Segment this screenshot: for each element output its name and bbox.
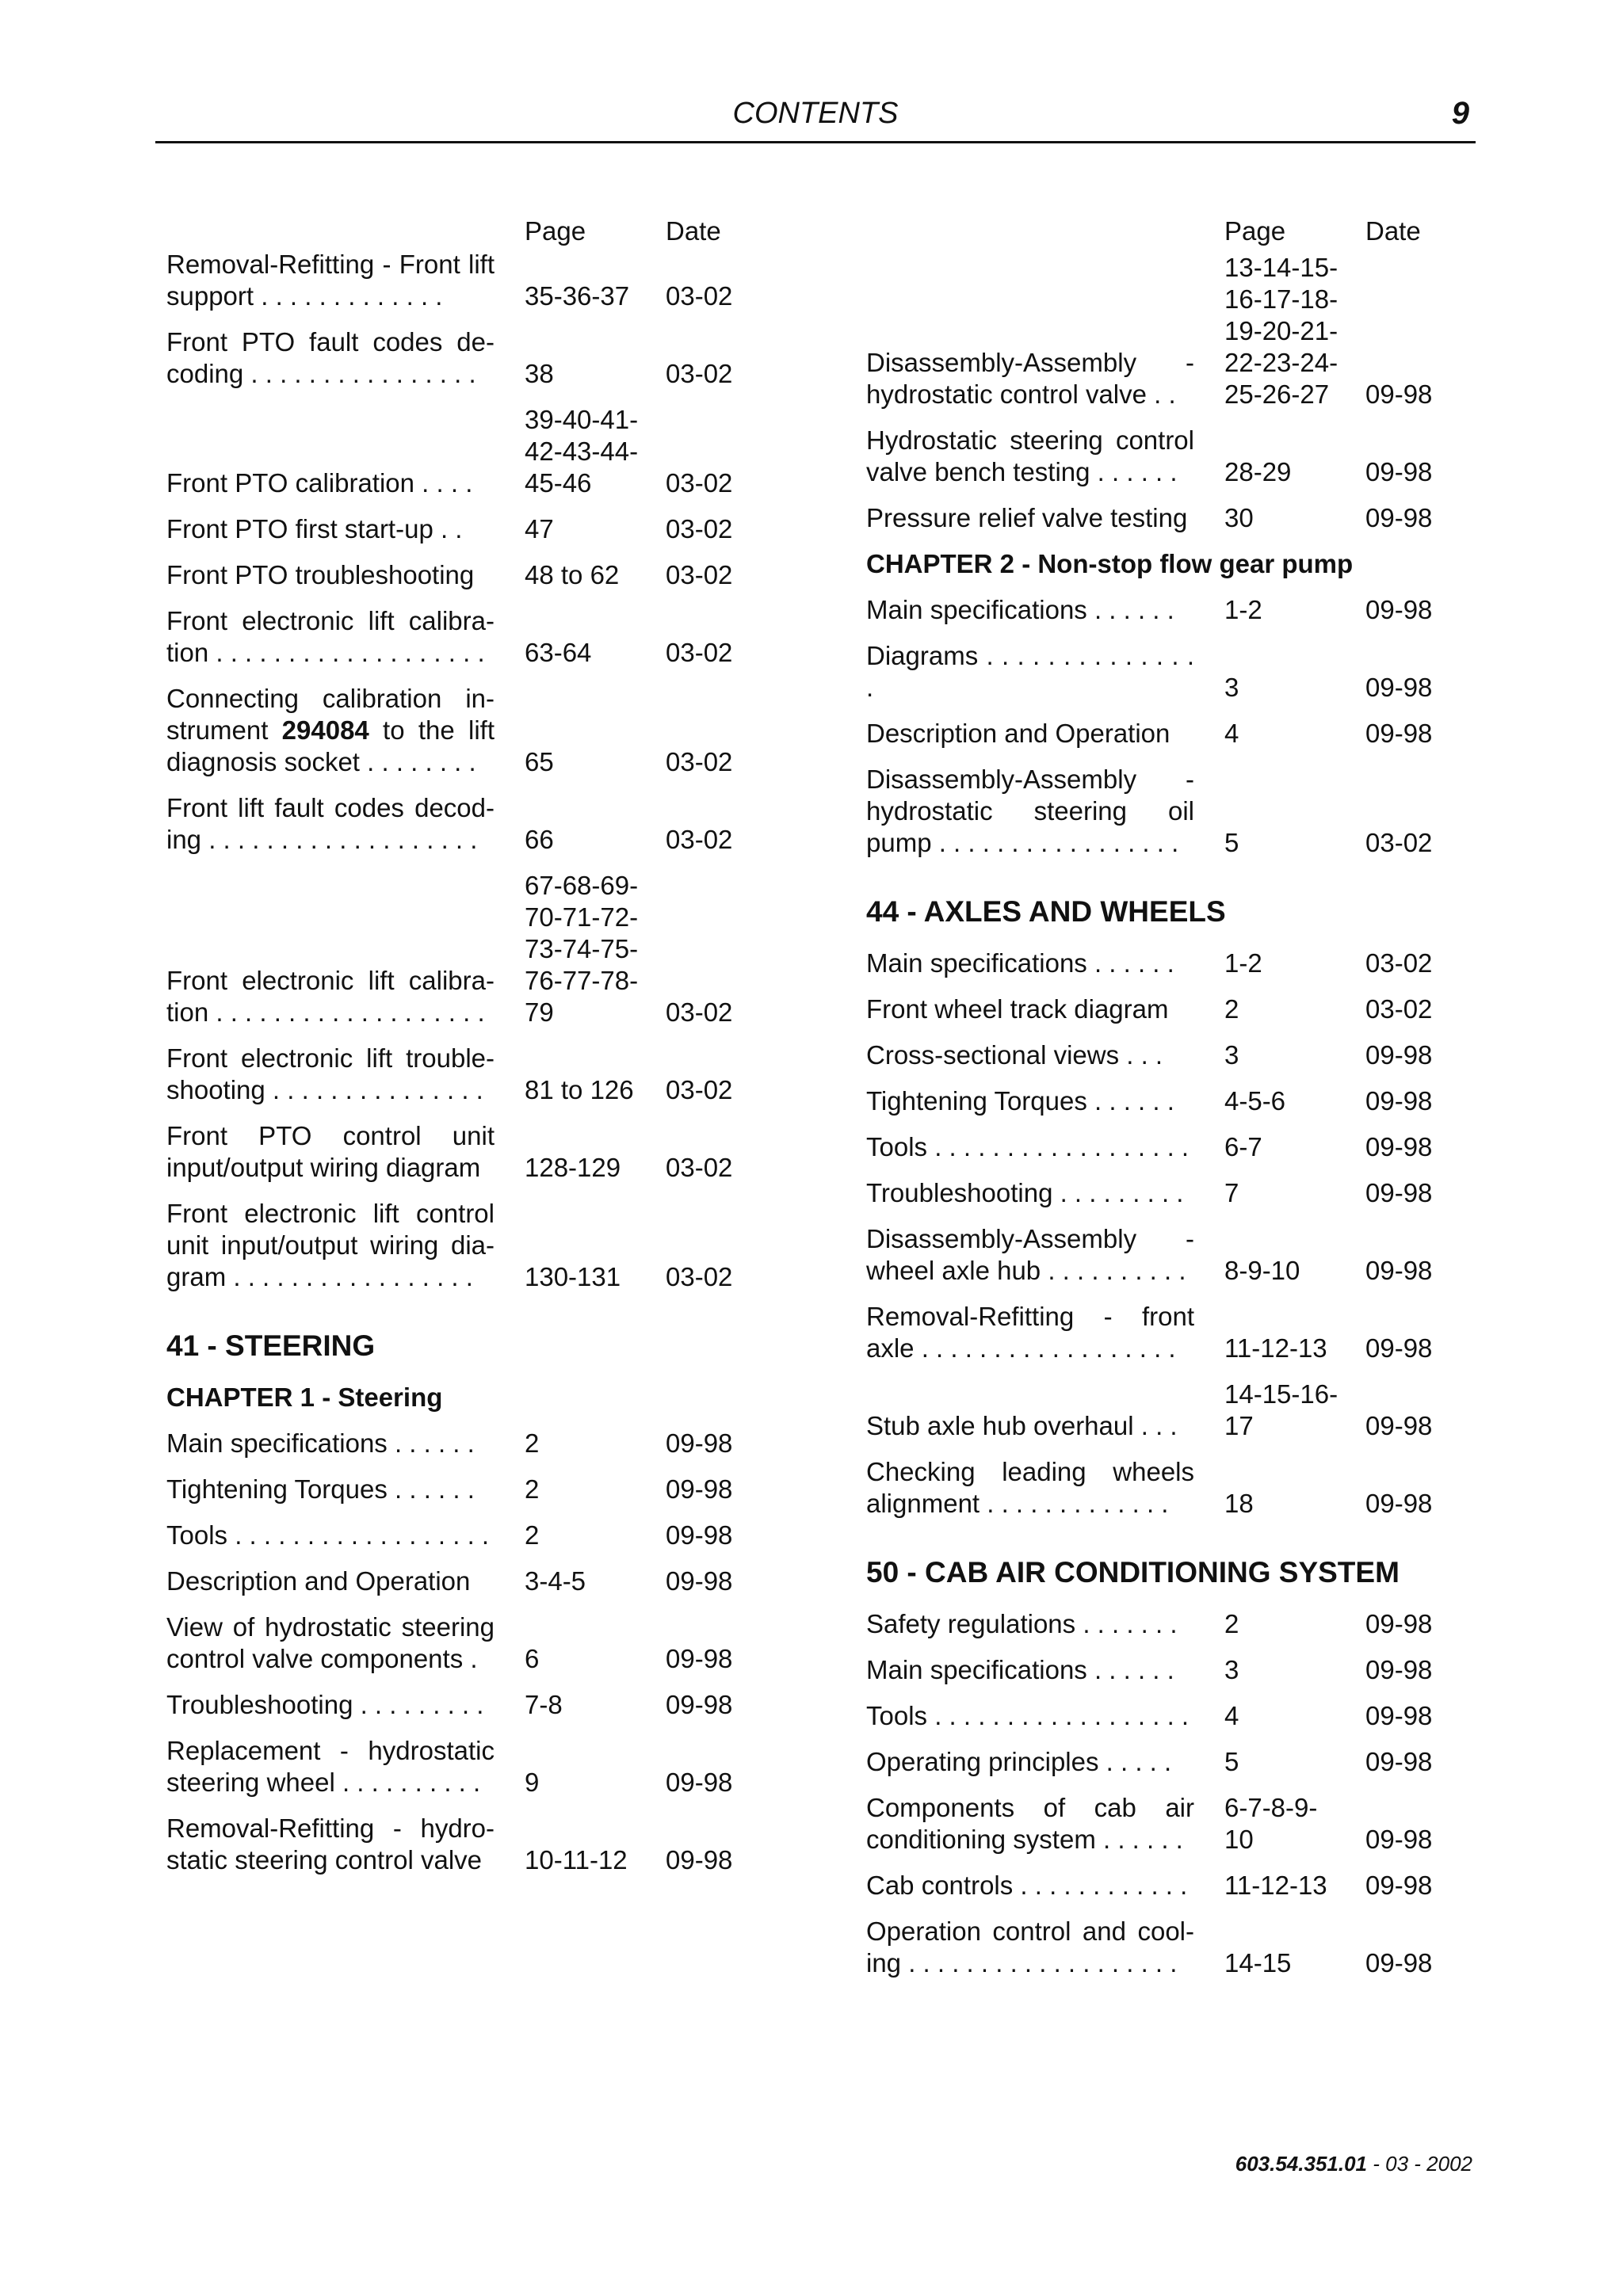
entry-date: 03-02 <box>666 1262 733 1291</box>
entry-date: 09-98 <box>1365 1871 1433 1900</box>
entry-page-line: 13-14-15- <box>1224 253 1338 282</box>
entry-page-line: 38 <box>525 359 554 388</box>
entry-description: Front PTO fault codes de-coding . . . . . . . . . . . . . . . . <box>166 327 495 388</box>
entry-page-line: 1-2 <box>1224 595 1262 624</box>
entry-page-line: 2 <box>525 1428 540 1458</box>
entry-page-line: 28-29 <box>1224 457 1292 486</box>
entry-pages <box>1194 948 1365 979</box>
entry-page-line: 4-5-6 <box>1224 1086 1286 1116</box>
entry-page-line: 22-23-24- <box>1224 348 1338 377</box>
contents-entry <box>166 1474 816 1505</box>
entry-pages <box>495 1152 666 1184</box>
entry-pages <box>495 1428 666 1459</box>
contents-entry <box>166 1813 816 1876</box>
entry-page-line: 6-7-8-9- <box>1224 1793 1318 1822</box>
tool-number: 294084 <box>281 715 369 745</box>
contents-entry <box>866 1039 1516 1071</box>
contents-entry <box>166 1566 816 1597</box>
entry-page-line: 6 <box>525 1644 540 1673</box>
contents-entry <box>866 1085 1516 1117</box>
entry-date: 09-98 <box>1365 1333 1433 1363</box>
entry-page-line: 45-46 <box>525 468 592 498</box>
entry-page-line: 3 <box>1224 1655 1239 1684</box>
contents-entry <box>166 683 816 778</box>
entry-pages <box>1194 994 1365 1025</box>
contents-entry <box>866 1177 1516 1209</box>
entry-description: Operation control and cool-ing . . . . . . . . . . . . . . . . . . . <box>866 1917 1194 1978</box>
contents-entry <box>866 1870 1516 1901</box>
section-heading: 41 - STEERING <box>166 1329 376 1362</box>
entry-date: 09-98 <box>666 1566 733 1596</box>
entry-page-line: 128-129 <box>525 1153 621 1182</box>
entry-description: Main specifications . . . . . . <box>866 948 1174 978</box>
entry-date: 09-98 <box>1365 1040 1433 1070</box>
entry-pages <box>1194 1870 1365 1901</box>
entry-page-line: 19-20-21- <box>1224 316 1338 345</box>
entry-page-line: 7 <box>1224 1178 1239 1207</box>
document-date: - 03 - 2002 <box>1367 2152 1472 2176</box>
entry-date: 03-02 <box>666 560 733 589</box>
section-heading: 44 - AXLES AND WHEELS <box>866 895 1226 928</box>
entry-page-line: 14-15-16- <box>1224 1379 1338 1409</box>
entry-date: 09-98 <box>666 1768 733 1797</box>
entry-page-line: 2 <box>1224 994 1239 1024</box>
entry-description: Front electronic lift calibra-tion . . . . . . . . . . . . . . . . . . . <box>166 606 495 667</box>
contents-entry <box>866 1301 1516 1364</box>
entry-page-line: 3 <box>1224 673 1239 702</box>
entry-date: 09-98 <box>1365 1086 1433 1116</box>
entry-date: 09-98 <box>666 1644 733 1673</box>
entry-description: Main specifications . . . . . . <box>866 1655 1174 1684</box>
entry-description-part: Connecting calibration in-strument <box>166 684 495 745</box>
entry-date: 09-98 <box>666 1428 733 1458</box>
entry-description: Disassembly-Assembly - hydrostatic steering oil pump . . . . . . . . . . . . . . . . . <box>866 765 1194 857</box>
contents-entry <box>866 594 1516 626</box>
entry-pages <box>1194 1746 1365 1778</box>
contents-list-right <box>866 252 1516 1979</box>
entry-description: Components of cab air conditioning system . . . . . . <box>866 1793 1194 1854</box>
entry-pages <box>495 1074 666 1106</box>
entry-description: Cab controls . . . . . . . . . . . . <box>866 1871 1188 1900</box>
entry-date: 09-98 <box>666 1690 733 1719</box>
page-column-header: Page <box>525 216 586 246</box>
entry-description <box>166 683 495 778</box>
entry-description: Disassembly-Assembly - wheel axle hub . . . . . . . . . . <box>866 1224 1194 1285</box>
entry-date: 03-02 <box>666 747 733 776</box>
contents-entry <box>866 1792 1516 1855</box>
entry-description: Tightening Torques . . . . . . <box>166 1474 475 1504</box>
entry-page-line: 18 <box>1224 1489 1254 1518</box>
contents-entry <box>166 1043 816 1106</box>
entry-pages <box>495 637 666 669</box>
entry-date: 03-02 <box>666 359 733 388</box>
entry-date: 09-98 <box>1365 1609 1433 1638</box>
entry-pages <box>1194 1488 1365 1520</box>
entry-page-line: 5 <box>1224 1747 1239 1776</box>
entry-page-line: 2 <box>1224 1609 1239 1638</box>
entry-pages <box>495 1520 666 1551</box>
contents-column-right <box>866 215 1516 1993</box>
entry-pages <box>495 1261 666 1293</box>
page-header <box>155 93 1476 143</box>
entry-page-line: 79 <box>525 997 554 1027</box>
entry-pages <box>1194 1379 1365 1442</box>
entry-pages <box>495 1643 666 1675</box>
entry-description: Cross-sectional views . . . <box>866 1040 1163 1070</box>
contents-entry <box>866 1916 1516 1979</box>
entry-pages <box>1194 456 1365 488</box>
entry-date: 09-98 <box>666 1520 733 1550</box>
page-number: 9 <box>1451 96 1469 131</box>
entry-date: 09-98 <box>1365 503 1433 532</box>
entry-date: 03-02 <box>666 825 733 854</box>
entry-date: 03-02 <box>1365 828 1433 857</box>
entry-page-line: 2 <box>525 1520 540 1550</box>
contents-entry <box>166 1428 816 1459</box>
entry-pages <box>495 358 666 390</box>
contents-entry <box>166 1120 816 1184</box>
contents-entry <box>866 1223 1516 1287</box>
entry-pages <box>495 1474 666 1505</box>
contents-column-left <box>166 215 816 1890</box>
entry-pages <box>1194 1654 1365 1686</box>
entry-page-line: 1-2 <box>1224 948 1262 978</box>
contents-entry <box>866 1456 1516 1520</box>
entry-pages <box>1194 1608 1365 1640</box>
entry-description: Tools . . . . . . . . . . . . . . . . . . <box>866 1132 1190 1161</box>
entry-description: Front wheel track diagram <box>866 994 1169 1024</box>
entry-pages <box>1194 502 1365 534</box>
entry-description: Front lift fault codes decod-ing . . . . . . . . . . . . . . . . . . . <box>166 793 495 854</box>
entry-page-line: 35-36-37 <box>525 281 630 311</box>
entry-description: Troubleshooting . . . . . . . . . <box>866 1178 1184 1207</box>
entry-date: 09-98 <box>1365 719 1433 748</box>
entry-page-line: 3-4-5 <box>525 1566 586 1596</box>
entry-page-line: 9 <box>525 1768 540 1797</box>
entry-description-part: to the lift diagnosis socket . . . . . . . . <box>166 715 495 776</box>
entry-description: Front electronic lift calibra-tion . . . . . . . . . . . . . . . . . . . <box>166 966 495 1027</box>
contents-entry <box>166 513 816 545</box>
entry-page-line: 4 <box>1224 719 1239 748</box>
entry-date: 09-98 <box>1365 1655 1433 1684</box>
entry-date: 09-98 <box>1365 1948 1433 1978</box>
entry-date: 03-02 <box>666 468 733 498</box>
entry-pages <box>495 746 666 778</box>
date-column-header: Date <box>1365 216 1421 246</box>
entry-description: Disassembly-Assembly - hydrostatic control valve . . <box>866 348 1194 409</box>
document-footer <box>1235 2152 1472 2176</box>
contents-entry <box>866 718 1516 749</box>
entry-page-line: 14-15 <box>1224 1948 1292 1978</box>
chapter-heading: CHAPTER 2 - Non-stop flow gear pump <box>866 549 1354 578</box>
contents-entry <box>866 1379 1516 1442</box>
entry-page-line: 70-71-72- <box>525 902 639 932</box>
contents-entry <box>866 764 1516 859</box>
entry-date: 09-98 <box>1365 1747 1433 1776</box>
entry-description: Description and Operation <box>866 719 1170 748</box>
contents-entry <box>166 1198 816 1293</box>
entry-page-line: 130-131 <box>525 1262 621 1291</box>
entry-pages <box>1194 1792 1365 1855</box>
entry-date: 09-98 <box>1365 1701 1433 1730</box>
contents-entry <box>866 1608 1516 1640</box>
contents-entry <box>166 249 816 312</box>
chapter-heading: CHAPTER 1 - Steering <box>166 1383 443 1412</box>
entry-description: Removal-Refitting - hydro-static steering control valve <box>166 1814 495 1875</box>
entry-description: Front PTO calibration . . . . <box>166 468 473 498</box>
contents-entry <box>166 605 816 669</box>
entry-description: Tools . . . . . . . . . . . . . . . . . . <box>866 1701 1190 1730</box>
entry-pages <box>1194 1700 1365 1732</box>
entry-pages <box>1194 1333 1365 1364</box>
entry-pages <box>495 870 666 1028</box>
date-column-header: Date <box>666 216 721 246</box>
entry-page-line: 10 <box>1224 1825 1254 1854</box>
contents-entry <box>866 1700 1516 1732</box>
entry-page-line: 81 to 126 <box>525 1075 634 1104</box>
contents-entry <box>866 1131 1516 1163</box>
contents-entry <box>866 425 1516 488</box>
entry-description: View of hydrostatic steering control valve components . <box>166 1612 495 1673</box>
entry-pages <box>1194 1039 1365 1071</box>
entry-description: Operating principles . . . . . <box>866 1747 1172 1776</box>
contents-entry <box>866 1746 1516 1778</box>
entry-date: 09-98 <box>1365 379 1433 409</box>
contents-entry <box>166 870 816 1028</box>
entry-description: Removal-Refitting - Front lift support . . . . . . . . . . . . . <box>166 250 495 311</box>
page-title: CONTENTS <box>732 97 899 130</box>
contents-entry <box>166 559 816 591</box>
entry-date: 09-98 <box>1365 1132 1433 1161</box>
entry-description: Front electronic lift trouble-shooting . . . . . . . . . . . . . . . <box>166 1043 495 1104</box>
contents-entry <box>866 640 1516 704</box>
contents-entry <box>866 1654 1516 1686</box>
entry-date: 03-02 <box>666 638 733 667</box>
entry-description: Stub axle hub overhaul . . . <box>866 1411 1178 1440</box>
entry-description: Hydrostatic steering control valve bench testing . . . . . . <box>866 425 1194 486</box>
entry-page-line: 3 <box>1224 1040 1239 1070</box>
entry-description: Main specifications . . . . . . <box>866 595 1174 624</box>
entry-date: 09-98 <box>1365 1825 1433 1854</box>
contents-entry <box>166 404 816 499</box>
entry-pages <box>495 1689 666 1721</box>
entry-page-line: 25-26-27 <box>1224 379 1330 409</box>
entry-pages <box>1194 1255 1365 1287</box>
entry-date: 09-98 <box>666 1845 733 1875</box>
entry-page-line: 17 <box>1224 1411 1254 1440</box>
entry-pages <box>495 559 666 591</box>
entry-date: 09-98 <box>1365 595 1433 624</box>
entry-date: 09-98 <box>1365 1256 1433 1285</box>
entry-date: 03-02 <box>666 1075 733 1104</box>
entry-description: Pressure relief valve testing <box>866 503 1188 532</box>
entry-page-line: 73-74-75- <box>525 934 639 963</box>
entry-page-line: 67-68-69- <box>525 871 639 900</box>
entry-page-line: 63-64 <box>525 638 592 667</box>
entry-description: Front PTO first start-up . . <box>166 514 463 543</box>
contents-entry <box>166 1611 816 1675</box>
entry-page-line: 16-17-18- <box>1224 284 1338 314</box>
contents-entry <box>166 1520 816 1551</box>
entry-date: 03-02 <box>666 281 733 311</box>
entry-page-line: 8-9-10 <box>1224 1256 1300 1285</box>
contents-entry <box>166 1689 816 1721</box>
entry-description: Front PTO control unit input/output wiring diagram <box>166 1121 495 1182</box>
entry-date: 09-98 <box>1365 457 1433 486</box>
entry-pages <box>495 824 666 856</box>
entry-page-line: 30 <box>1224 503 1254 532</box>
document-code: 603.54.351.01 <box>1235 2152 1368 2176</box>
entry-page-line: 7-8 <box>525 1690 563 1719</box>
entry-page-line: 4 <box>1224 1701 1239 1730</box>
entry-date: 03-02 <box>666 1153 733 1182</box>
entry-pages <box>1194 594 1365 626</box>
entry-pages <box>1194 827 1365 859</box>
entry-pages <box>1194 1947 1365 1979</box>
entry-page-line: 2 <box>525 1474 540 1504</box>
entry-date: 09-98 <box>666 1474 733 1504</box>
entry-pages <box>1194 718 1365 749</box>
contents-entry <box>166 326 816 390</box>
entry-description: Diagrams . . . . . . . . . . . . . . . <box>866 641 1194 702</box>
entry-description: Description and Operation <box>166 1566 471 1596</box>
entry-pages <box>1194 1085 1365 1117</box>
entry-description: Removal-Refitting - front axle . . . . . . . . . . . . . . . . . . <box>866 1302 1194 1363</box>
contents-entry <box>866 948 1516 979</box>
section-heading: 50 - CAB AIR CONDITIONING SYSTEM <box>866 1556 1400 1589</box>
entry-description: Main specifications . . . . . . <box>166 1428 475 1458</box>
entry-description: Front PTO troubleshooting <box>166 560 475 589</box>
entry-date: 03-02 <box>1365 994 1433 1024</box>
entry-page-line: 65 <box>525 747 554 776</box>
entry-pages <box>1194 672 1365 704</box>
entry-date: 09-98 <box>1365 673 1433 702</box>
entry-page-line: 42-43-44- <box>525 437 639 466</box>
entry-description: Troubleshooting . . . . . . . . . <box>166 1690 484 1719</box>
contents-list-left <box>166 249 816 1876</box>
entry-page-line: 66 <box>525 825 554 854</box>
entry-date: 09-98 <box>1365 1411 1433 1440</box>
entry-date: 09-98 <box>1365 1178 1433 1207</box>
entry-pages <box>1194 252 1365 410</box>
contents-entry <box>166 792 816 856</box>
entry-page-line: 11-12-13 <box>1224 1871 1327 1900</box>
contents-entry <box>866 502 1516 534</box>
column-header-row <box>866 215 1516 249</box>
entry-pages <box>495 1844 666 1876</box>
entry-page-line: 47 <box>525 514 554 543</box>
entry-page-line: 11-12-13 <box>1224 1333 1327 1363</box>
entry-pages <box>495 1767 666 1798</box>
entry-page-line: 6-7 <box>1224 1132 1262 1161</box>
contents-entry <box>866 252 1516 410</box>
entry-pages <box>495 1566 666 1597</box>
entry-page-line: 5 <box>1224 828 1239 857</box>
column-header-row <box>166 215 816 249</box>
entry-date: 03-02 <box>1365 948 1433 978</box>
contents-entry <box>166 1735 816 1798</box>
page-column-header: Page <box>1224 216 1286 246</box>
entry-pages <box>495 404 666 499</box>
entry-description: Safety regulations . . . . . . . <box>866 1609 1178 1638</box>
entry-page-line: 48 to 62 <box>525 560 620 589</box>
entry-description: Front electronic lift control unit input/output wiring dia-gram . . . . . . . . . . . . . . . . . <box>166 1199 495 1291</box>
entry-description: Checking leading wheels alignment . . . . . . . . . . . . . <box>866 1457 1194 1518</box>
entry-date: 03-02 <box>666 997 733 1027</box>
entry-pages <box>495 280 666 312</box>
entry-page-line: 76-77-78- <box>525 966 639 995</box>
entry-pages <box>1194 1177 1365 1209</box>
entry-pages <box>1194 1131 1365 1163</box>
entry-page-line: 10-11-12 <box>525 1845 628 1875</box>
entry-description: Replacement - hydrostatic steering wheel . . . . . . . . . . <box>166 1736 495 1797</box>
entry-date: 09-98 <box>1365 1489 1433 1518</box>
entry-pages <box>495 513 666 545</box>
entry-description: Tightening Torques . . . . . . <box>866 1086 1174 1116</box>
entry-page-line: 39-40-41- <box>525 405 639 434</box>
contents-entry <box>866 994 1516 1025</box>
entry-date: 03-02 <box>666 514 733 543</box>
entry-description: Tools . . . . . . . . . . . . . . . . . . <box>166 1520 490 1550</box>
